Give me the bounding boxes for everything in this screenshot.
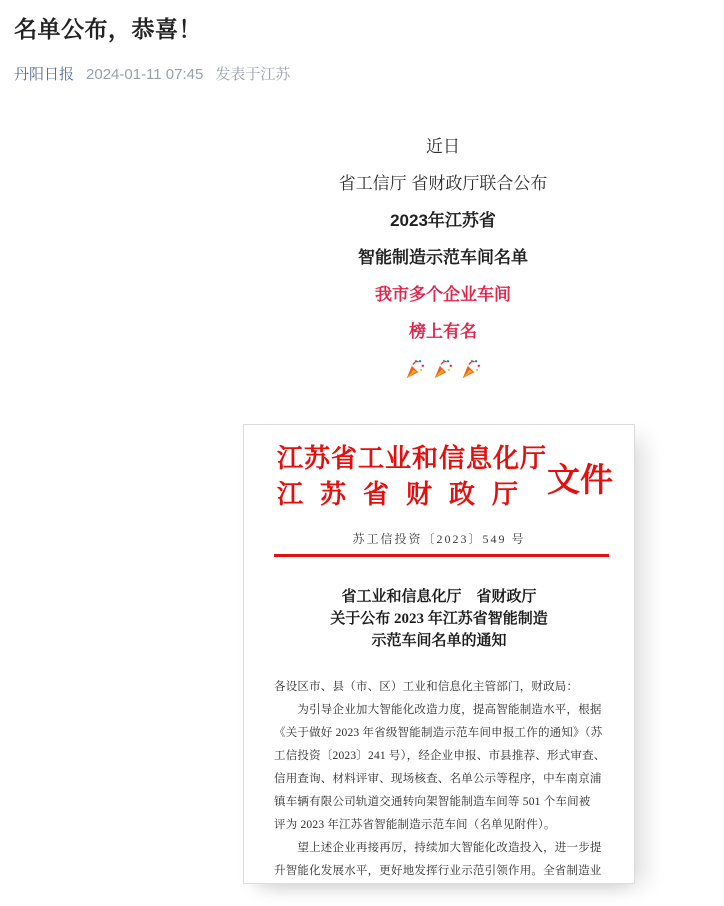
party-popper-icon — [460, 358, 482, 380]
document-body-line: 各设区市、县（市、区）工业和信息化主管部门，财政局： — [274, 681, 579, 693]
document-image[interactable] — [243, 424, 635, 884]
document-body-line: 评为 2023 年江苏省智能制造示范车间（名单见附件）。 — [274, 819, 556, 831]
document-body-line: 《关于做好 2023 年省级智能制造示范车间申报工作的通知》（苏 — [274, 727, 603, 739]
publish-timestamp: 2024-01-11 07:45 — [86, 66, 204, 83]
intro-line-red: 榜上有名 — [409, 322, 477, 341]
celebration-emoji-row — [160, 350, 724, 387]
intro-line: 近日 — [426, 137, 460, 156]
gov-agency-line1: 江苏省工业和信息化厅 — [277, 444, 548, 473]
document-title-line: 关于公布 2023 年江苏省智能制造 — [330, 611, 548, 627]
document-body-line: 为引导企业加大智能化改造力度，提高智能制造水平，根据 — [274, 704, 602, 716]
byline — [14, 66, 724, 84]
article-title: 名单公布，恭喜！ — [14, 16, 202, 42]
document-word-wenjian: 文件 — [547, 462, 613, 499]
document-body-line: 镇车辆有限公司轨道交通转向架智能制造车间等 501 个车间被 — [274, 796, 591, 808]
document-title — [244, 586, 634, 652]
intro-block — [160, 128, 724, 387]
document-body-line: 工信投资〔2023〕241 号），经企业申报、市县推荐、形式审查、 — [274, 750, 606, 762]
document-body-line: 信用查询、材料评审、现场核查、名单公示等程序，中车南京浦 — [274, 773, 602, 785]
red-divider-line — [274, 554, 609, 557]
intro-line-bold: 智能制造示范车间名单 — [358, 248, 528, 267]
intro-line-red: 我市多个企业车间 — [375, 285, 511, 304]
publish-location: 发表于江苏 — [215, 66, 291, 83]
document-number: 苏工信投资〔2023〕549 号 — [352, 532, 526, 546]
party-popper-icon — [432, 358, 454, 380]
document-body-line: 升智能化发展水平，更好地发挥行业示范引领作用。全省制造业 — [274, 865, 602, 877]
document-body-line: 望上述企业再接再厉，持续加大智能化改造投入，进一步提 — [274, 842, 602, 854]
document-red-header — [277, 441, 634, 513]
intro-line: 省工信厅 省财政厅联合公布 — [338, 174, 548, 193]
account-name-link[interactable]: 丹阳日报 — [14, 66, 75, 83]
intro-line-bold: 2023年江苏省 — [390, 211, 496, 230]
document-title-line: 省工业和信息化厅 省财政厅 — [341, 589, 537, 605]
document-body — [274, 676, 609, 883]
gov-agency-line2: 江苏省财政厅 — [277, 480, 536, 509]
document-title-line: 示范车间名单的通知 — [371, 633, 507, 649]
party-popper-icon — [404, 358, 426, 380]
